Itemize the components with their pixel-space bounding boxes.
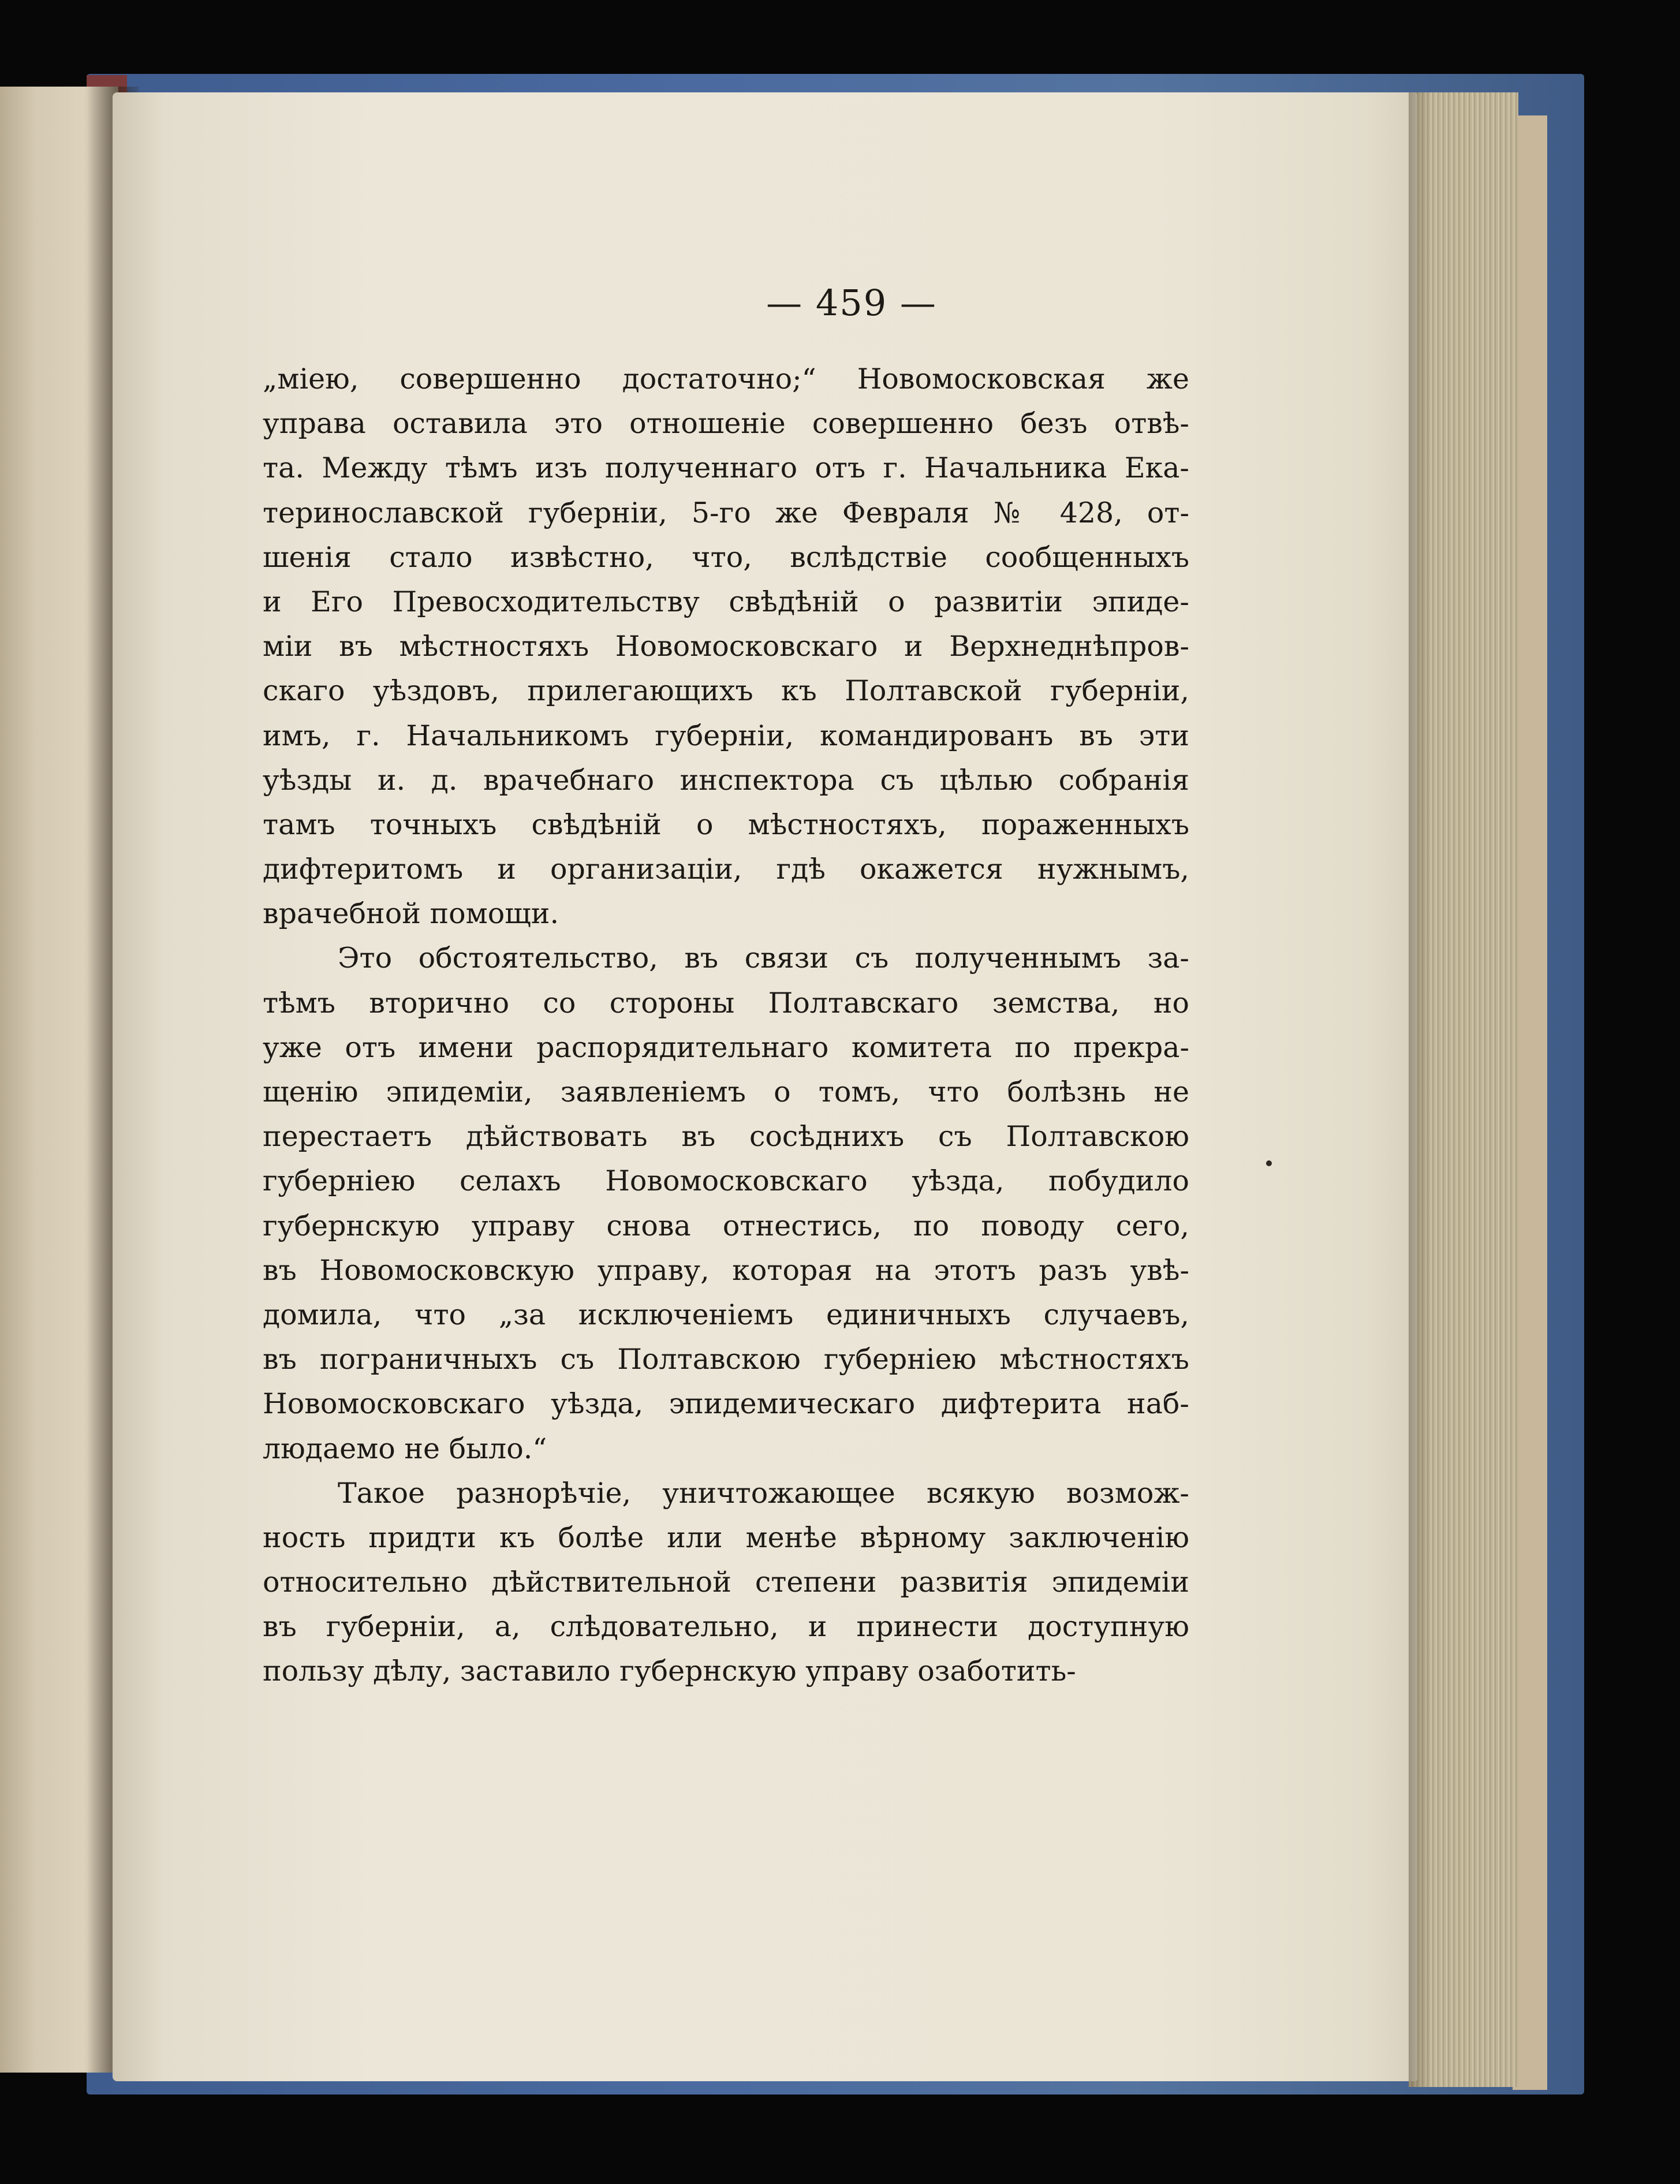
text-line: шенія стало извѣстно, что, вслѣдствіе сообщенныхъ	[263, 540, 1189, 574]
text-line: скаго уѣздовъ, прилегающихъ къ Полтавской губерніи,	[263, 674, 1189, 708]
text-line: „міею, совершенно достаточно;“ Новомосковская же	[263, 363, 1189, 395]
text-line: теринославской губерніи, 5-го же Февраля № 428, от-	[263, 496, 1189, 529]
text-line: имъ, г. Начальникомъ губерніи, командированъ въ эти	[263, 719, 1189, 752]
text-line: уѣзды и. д. врачебнаго инспектора съ цѣлью собранія	[263, 763, 1189, 797]
text-line: тамъ точныхъ свѣдѣній о мѣстностяхъ, пораженныхъ	[263, 808, 1189, 841]
text-line: губернскую управу снова отнестись, по поводу сего,	[263, 1209, 1189, 1242]
text-line: въ губерніи, а, слѣдовательно, и принести доступную	[263, 1610, 1189, 1644]
text-line: въ Новомосковскую управу, которая на этотъ разъ увѣ-	[263, 1253, 1189, 1287]
text-line: ность придти къ болѣе или менѣе вѣрному заключенію	[263, 1521, 1189, 1554]
text-line: управа оставила это отношеніе совершенно безъ отвѣ-	[263, 407, 1189, 440]
text-line: Это обстоятельство, въ связи съ полученнымъ за-	[338, 942, 1189, 975]
text-line: относительно дѣйствительной степени развитія эпидеміи	[263, 1566, 1189, 1599]
fore-edge-shadow	[1409, 92, 1432, 2087]
paragraph	[263, 357, 1189, 936]
text-line: тѣмъ вторично со стороны Полтавскаго земства, но	[263, 986, 1189, 1020]
text-line: губерніею селахъ Новомосковскаго уѣзда, побудило	[263, 1164, 1189, 1198]
text-line: домила, что „за исключеніемъ единичныхъ случаевъ,	[263, 1298, 1189, 1331]
paragraph	[263, 1471, 1189, 1694]
text-line: та. Между тѣмъ изъ полученнаго отъ г. Начальника Ека-	[263, 451, 1189, 485]
text-line: уже отъ имени распорядительнаго комитета по прекра-	[263, 1031, 1189, 1064]
paragraph	[263, 936, 1189, 1470]
text-line: міи въ мѣстностяхъ Новомосковскаго и Верхнеднѣпров-	[263, 630, 1189, 663]
text-line: пользу дѣлу, заставило губернскую управу озаботить-	[263, 1655, 1076, 1688]
text-line: въ пограничныхъ съ Полтавскою губерніею мѣстностяхъ	[263, 1343, 1189, 1376]
text-line: врачебной помощи.	[263, 897, 559, 931]
text-line: перестаетъ дѣйствовать въ сосѣднихъ съ Полтавскою	[263, 1120, 1189, 1153]
text-line: людаемо не было.“	[263, 1432, 547, 1465]
body-text	[263, 357, 1189, 1694]
paper-speck	[1266, 1160, 1272, 1166]
text-line: щенію эпидеміи, заявленіемъ о томъ, что болѣзнь не	[263, 1076, 1189, 1108]
page-number: — 459 —	[766, 282, 937, 324]
text-line: и Его Превосходительству свѣдѣній о развитіи эпиде-	[263, 585, 1189, 618]
text-line: Такое разнорѣчіе, уничтожающее всякую возмож-	[338, 1476, 1189, 1510]
text-line: дифтеритомъ и организаціи, гдѣ окажется нужнымъ,	[263, 853, 1189, 886]
text-line: Новомосковскаго уѣзда, эпидемическаго дифтерита наб-	[263, 1387, 1189, 1421]
